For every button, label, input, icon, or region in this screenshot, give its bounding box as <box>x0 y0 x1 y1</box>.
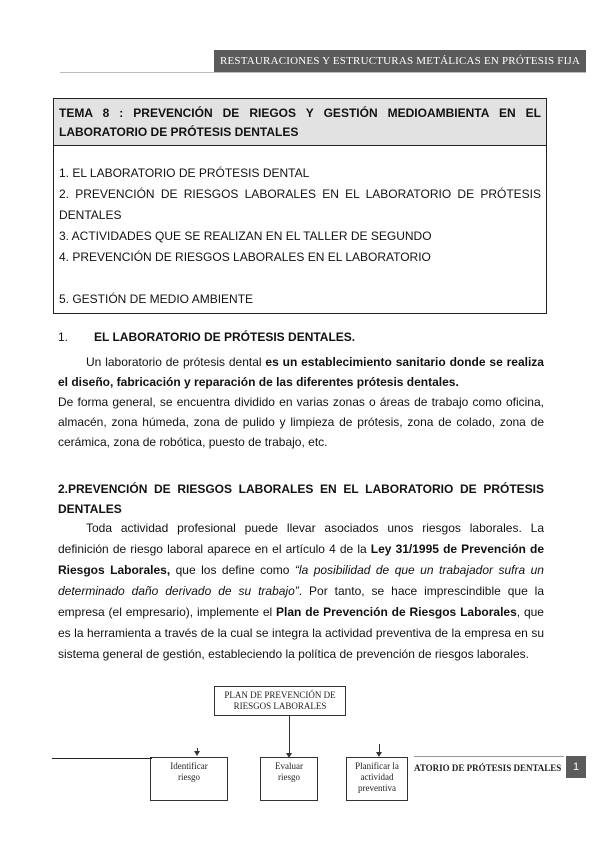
spacer <box>59 268 541 289</box>
prevention-plan-diagram <box>150 680 410 810</box>
section1-body <box>58 352 544 452</box>
topic-item: 4. PREVENCIÓN DE RIESGOS LABORALES EN EL LABORATORIO <box>59 250 431 264</box>
diagram-node-plan: Planificar la actividad preventiva <box>346 757 408 801</box>
section1-title: EL LABORATORIO DE PRÓTESIS DENTALES. <box>94 330 356 344</box>
topic-box <box>53 98 547 314</box>
connector-line <box>289 716 290 754</box>
footer-label: ATORIO DE PRÓTESIS DENTALES <box>414 756 564 779</box>
section2-heading: 2.PREVENCIÓN DE RIESGOS LABORALES EN EL LABORATORIO DE PRÓTESIS DENTALES <box>58 482 544 516</box>
footer-rule <box>52 758 152 759</box>
section2-paragraph: Toda actividad profesional puede llevar asociados unos riesgos laborales. La definición de riesgo laboral aparece en el artículo 4 de la Ley 31/1995 de Prevención de Riesgos Laborales, que los define como “la posibilidad de que un trabajador sufra un determinado daño derivado de su trabajo”. Por tanto, se hace imprescindible que la empresa (el empresario), implemente el Plan de Prevención de Riesgos Laborales, que es la herramienta a través de la cual se integra la actividad preventiva de la empresa en su sistema general de gestión, estableciendo la política de prevención de riesgos laborales. <box>58 521 545 661</box>
topic-item: 5. GESTIÓN DE MEDIO AMBIENTE <box>59 292 254 306</box>
section1-paragraph2: De forma general, se encuentra dividido en varias zonas o áreas de trabajo como oficina, almacén, zona húmeda, zona de pulido y limpieza de prótesis, zona de colado, zona de cerámica, zona de robótica, puesto de trabajo, etc. <box>58 395 544 449</box>
diagram-node-identify: Identificar riesgo <box>150 757 228 801</box>
topic-item: 3. ACTIVIDADES QUE SE REALIZAN EN EL TALLER DE SEGUNDO <box>59 229 432 243</box>
topic-list <box>54 146 546 310</box>
arrow-icon <box>194 751 200 756</box>
section2-body <box>58 518 544 665</box>
running-header: RESTAURACIONES Y ESTRUCTURAS METÁLICAS EN PRÓTESIS FIJA <box>214 50 586 72</box>
section1-heading <box>58 330 355 344</box>
section1-paragraph1: Un laboratorio de prótesis dental es un establecimiento sanitario donde se realiza el diseño, fabricación y reparación de las diferentes prótesis dentales. <box>58 355 544 389</box>
header-rule <box>60 72 586 73</box>
diagram-node-evaluate: Evaluar riesgo <box>260 757 318 801</box>
diagram-root-node: PLAN DE PREVENCIÓN DE RIESGOS LABORALES <box>214 686 346 716</box>
topic-item: 2. PREVENCIÓN DE RIESGOS LABORALES EN EL LABORATORIO DE PRÓTESIS DENTALES <box>59 187 541 222</box>
topic-title: TEMA 8 : PREVENCIÓN DE RIEGOS Y GESTIÓN MEDIOAMBIENTA EN EL LABORATORIO DE PRÓTESIS DENTALES <box>54 99 546 146</box>
topic-item: 1. EL LABORATORIO DE PRÓTESIS DENTAL <box>59 166 310 180</box>
page-number: 1 <box>566 756 586 778</box>
section1-number: 1. <box>58 330 69 344</box>
